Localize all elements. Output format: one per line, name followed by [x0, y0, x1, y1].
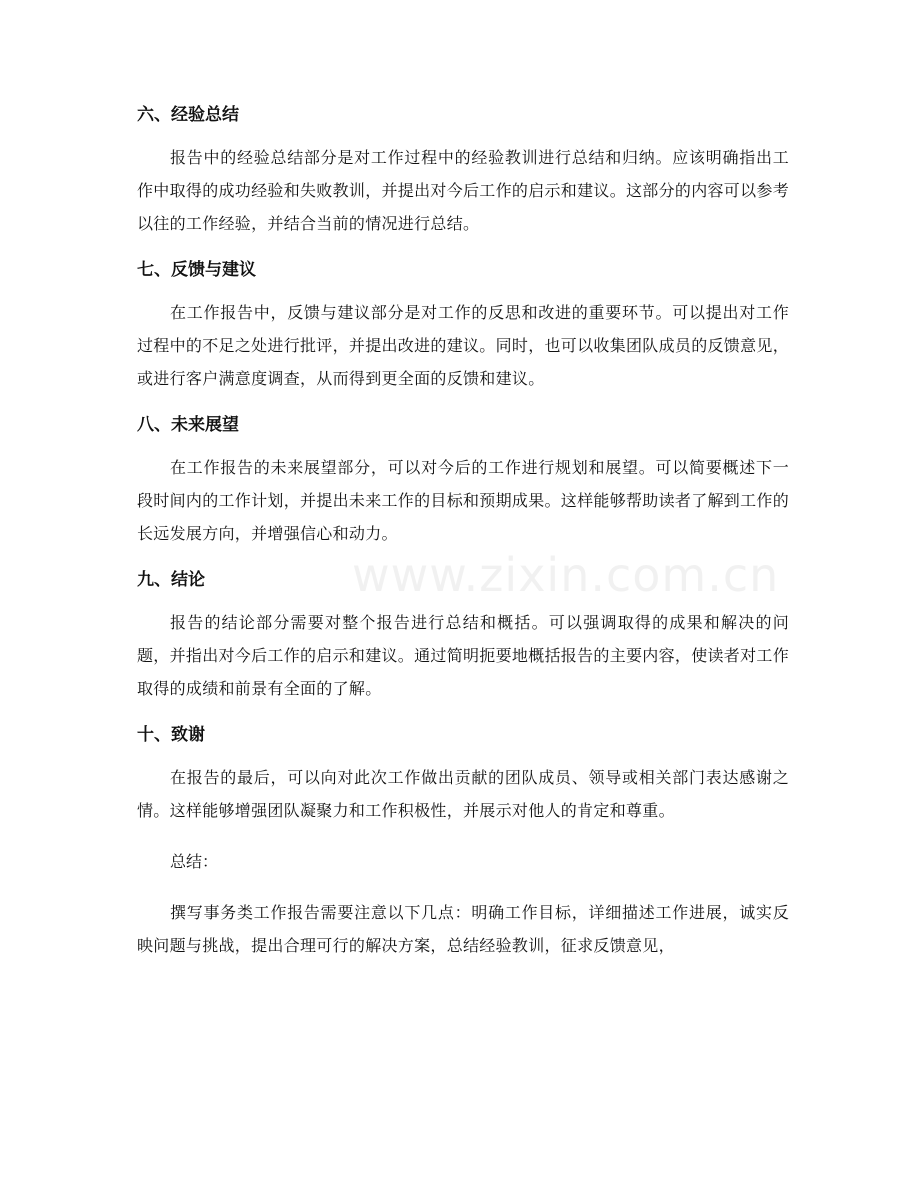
watermark: www.zixin.com.cn [352, 548, 780, 602]
summary-body: 撰写事务类工作报告需要注意以下几点：明确工作目标，详细描述工作进展，诚实反映问题与挑战，提出合理可行的解决方案，总结经验教训，征求反馈意见， [137, 903, 789, 955]
summary-label: 总结： [170, 852, 219, 871]
document-page [137, 103, 789, 980]
section-title-future-outlook: 八、未来展望 [137, 415, 239, 435]
section-title-acknowledgements: 十、致谢 [137, 725, 205, 745]
section-body-experience-summary: 报告中的经验总结部分是对工作过程中的经验教训进行总结和归纳。应该明确指出工作中取得的成功经验和失败教训，并提出对今后工作的启示和建议。这部分的内容可以参考以往的工作经验，并结合当前的情况进行总结。 [137, 148, 790, 233]
section-body-conclusion: 报告的结论部分需要对整个报告进行总结和概括。可以强调取得的成果和解决的问题，并指出对今后工作的启示和建议。通过简明扼要地概括报告的主要内容，使读者对工作取得的成绩和前景有全面的了解。 [137, 613, 790, 698]
section-body-future-outlook: 在工作报告的未来展望部分，可以对今后的工作进行规划和展望。可以简要概述下一段时间内的工作计划，并提出未来工作的目标和预期成果。这样能够帮助读者了解到工作的长远发展方向，并增强信心和动力。 [137, 458, 790, 543]
section-body-feedback-suggestions: 在工作报告中，反馈与建议部分是对工作的反思和改进的重要环节。可以提出对工作过程中的不足之处进行批评，并提出改进的建议。同时，也可以收集团队成员的反馈意见，或进行客户满意度调查，从而得到更全面的反馈和建议。 [137, 303, 790, 388]
section-body-acknowledgements: 在报告的最后，可以向对此次工作做出贡献的团队成员、领导或相关部门表达感谢之情。这样能够增强团队凝聚力和工作积极性，并展示对他人的肯定和尊重。 [137, 768, 789, 820]
section-title-experience-summary: 六、经验总结 [137, 105, 239, 125]
section-title-conclusion: 九、结论 [137, 570, 205, 590]
section-title-feedback-suggestions: 七、反馈与建议 [137, 260, 256, 280]
